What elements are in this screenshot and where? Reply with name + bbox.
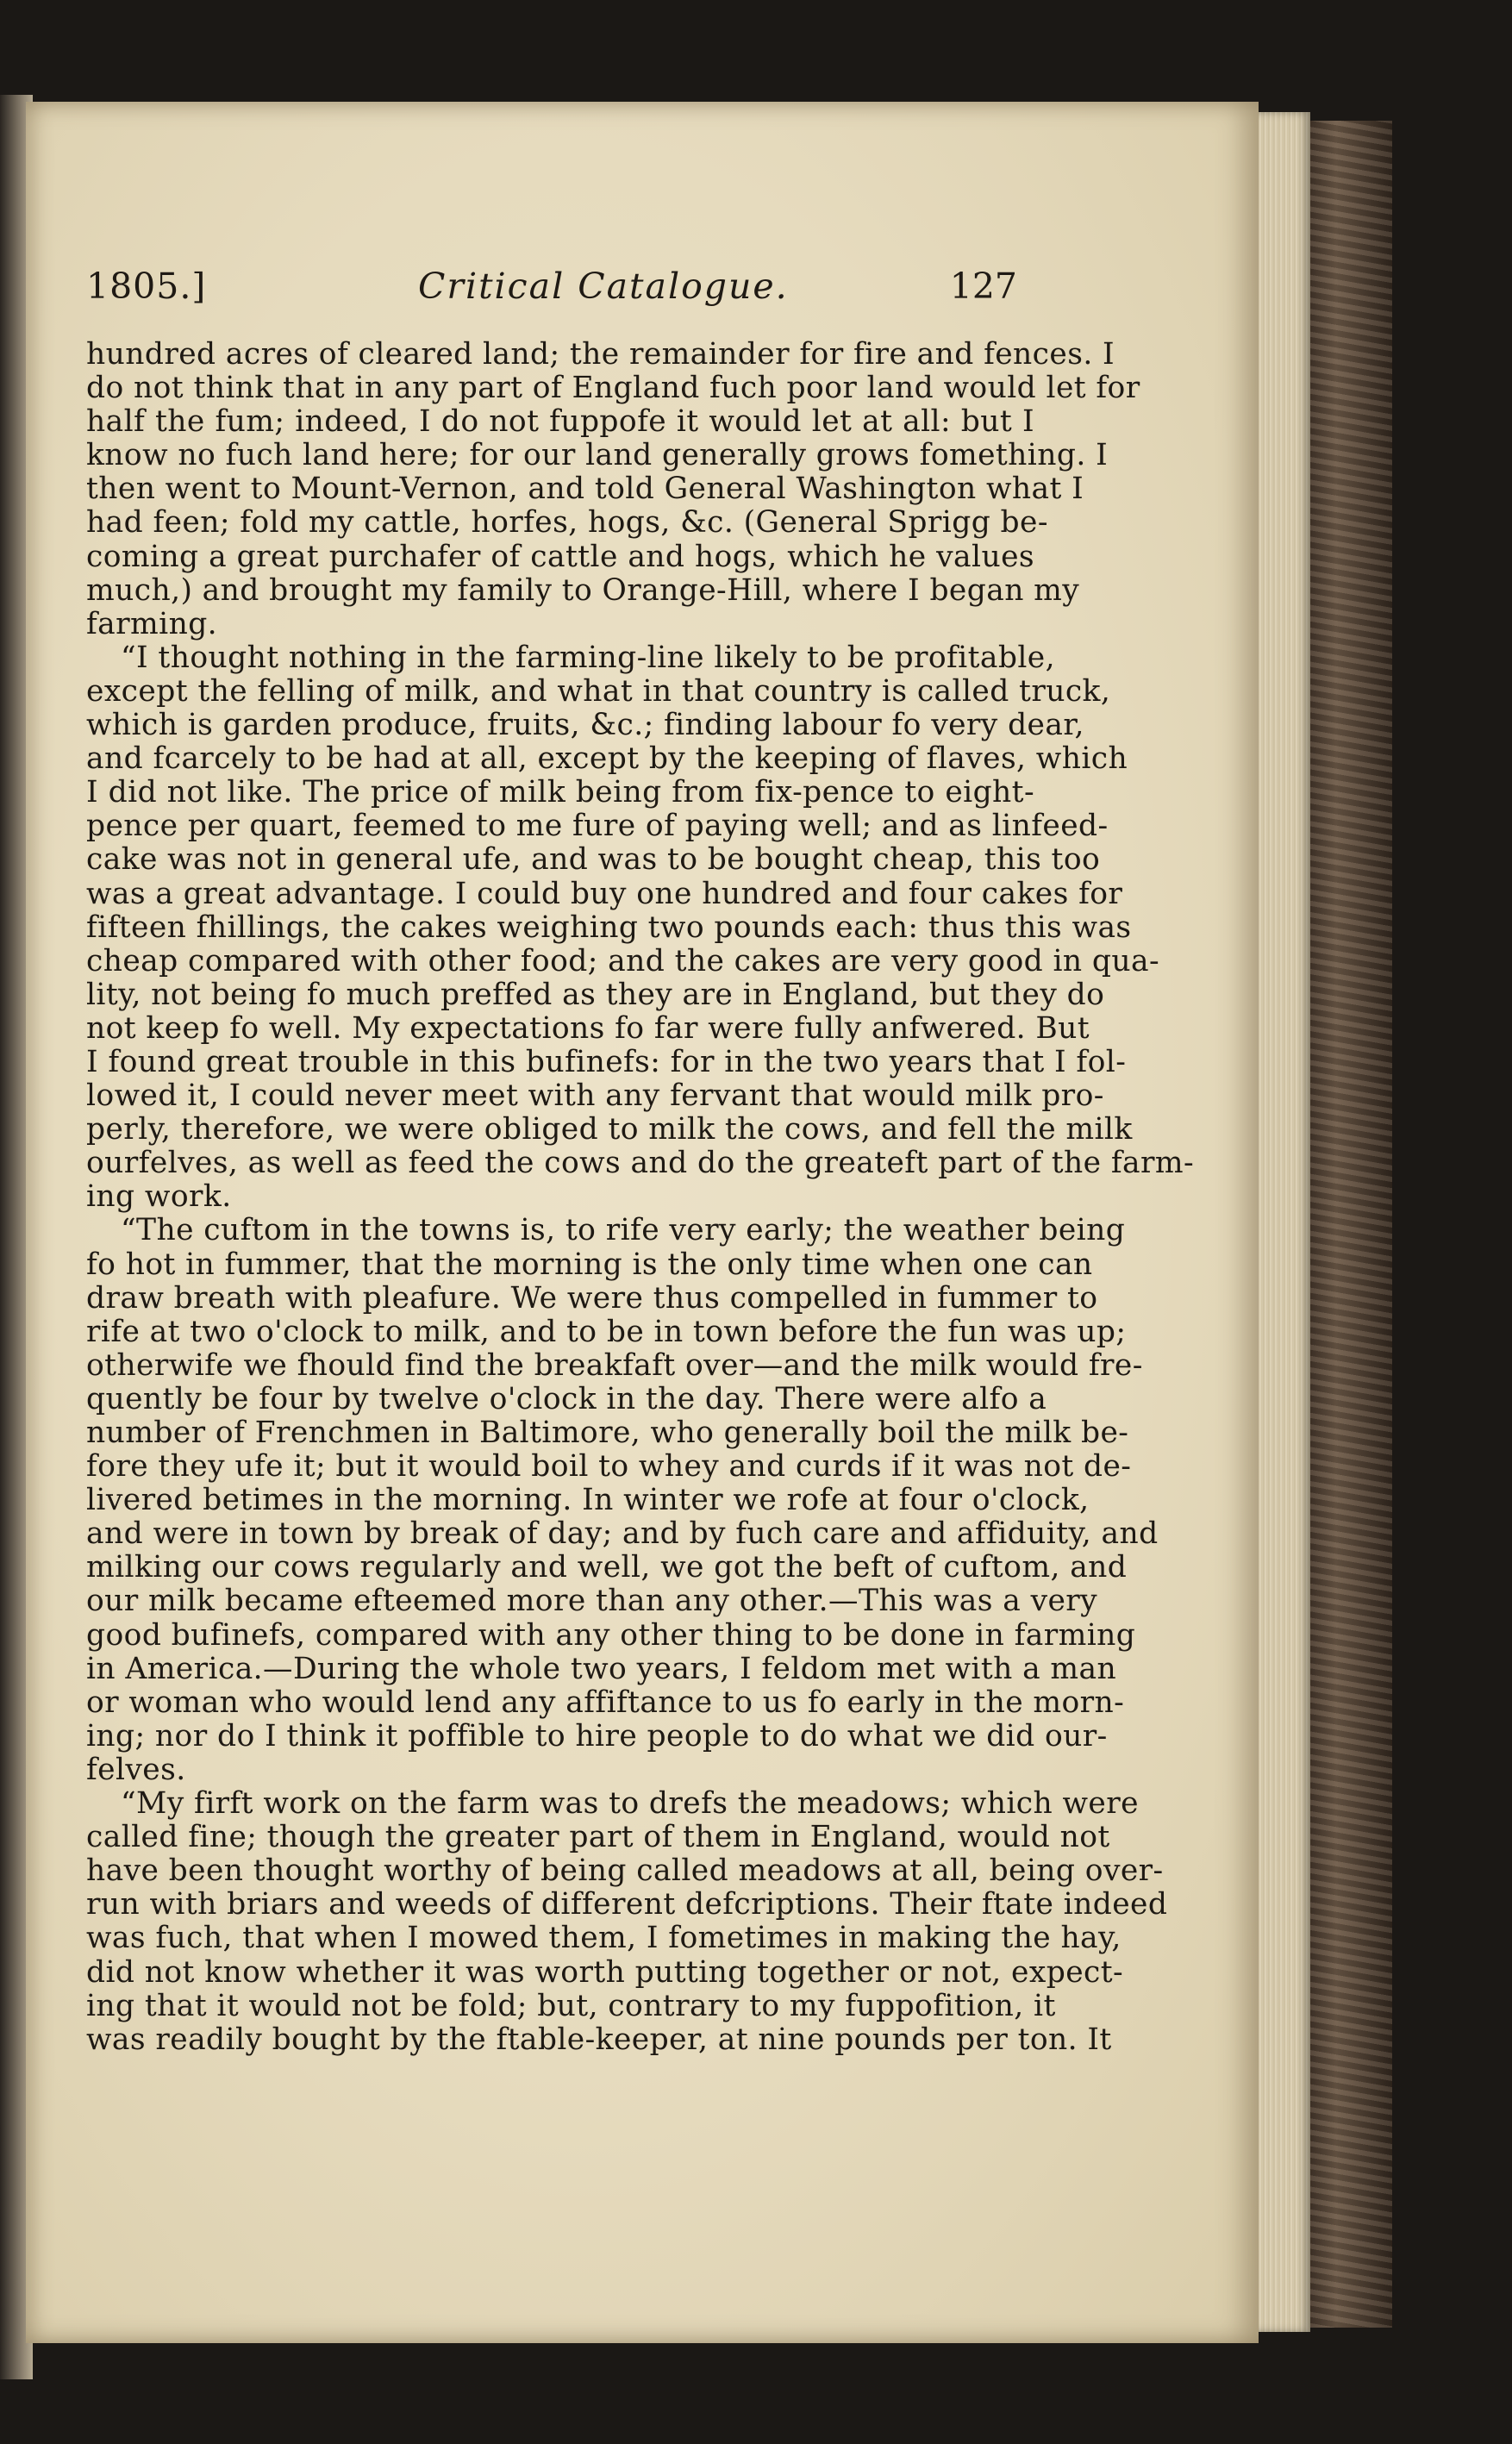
text-line: had feen; fold my cattle, horfes, hogs, &c. (General Sprigg be-	[86, 505, 1048, 541]
text-line: then went to Mount-Vernon, and told General Washington what I	[86, 472, 1084, 507]
text-line: much,) and brought my family to Orange-Hill, where I began my	[86, 572, 1080, 608]
book-cover-edge	[1306, 121, 1392, 2328]
text-line: cake was not in general ufe, and was to be bought cheap, this too	[86, 842, 1101, 878]
text-line: number of Frenchmen in Baltimore, who generally boil the milk be-	[86, 1416, 1129, 1450]
text-line: livered betimes in the morning. In winter we rofe at four o'clock,	[86, 1483, 1090, 1518]
text-line: was fuch, that when I mowed them, I fometimes in making the hay,	[86, 1921, 1122, 1956]
text-line: and were in town by break of day; and by fuch care and affiduity, and	[86, 1516, 1159, 1552]
text-line: have been thought worthy of being called meadows at all, being over-	[86, 1853, 1164, 1889]
text-line: half the fum; indeed, I do not fuppofe it would let at all: but I	[86, 404, 1034, 440]
text-line: farming.	[86, 606, 218, 641]
text-line: rife at two o'clock to milk, and to be in town before the fun was up;	[86, 1314, 1127, 1349]
text-line: fo hot in fummer, that the morning is the only time when one can	[86, 1247, 1093, 1282]
text-line: do not think that in any part of England fuch poor land would let for	[86, 371, 1140, 406]
text-line: cheap compared with other food; and the cakes are very good in qua-	[86, 943, 1160, 978]
text-line: in America.—During the whole two years, I feldom met with a man	[86, 1651, 1117, 1686]
text-line: not keep fo well. My expectations fo far were fully anfwered. But	[86, 1010, 1090, 1046]
text-line: quently be four by twelve o'clock in the day. There were alfo a	[86, 1381, 1047, 1416]
text-line: know no fuch land here; for our land generally grows fomething. I	[86, 438, 1109, 473]
text-line: perly, therefore, we were obliged to milk the cows, and fell the milk	[86, 1112, 1133, 1147]
text-line: run with briars and weeds of different defcriptions. Their ftate indeed	[86, 1887, 1168, 1922]
text-line: was a great advantage. I could buy one hundred and four cakes for	[86, 876, 1123, 911]
body-text	[86, 337, 1195, 2057]
text-line: and fcarcely to be had at all, except by the keeping of flaves, which	[86, 741, 1128, 777]
text-line: our milk became efteemed more than any other.—This was a very	[86, 1584, 1098, 1619]
running-head-title: Critical Catalogue.	[418, 266, 789, 307]
text-line: fifteen fhillings, the cakes weighing two pounds each: thus this was	[86, 909, 1132, 945]
text-line: ourfelves, as well as feed the cows and do the greateft part of the farm-	[86, 1146, 1195, 1181]
text-line: did not know whether it was worth putting together or not, expect-	[86, 1954, 1124, 1990]
text-line: ing; nor do I think it poffible to hire people to do what we did our-	[86, 1718, 1108, 1753]
text-line: lowed it, I could never meet with any fervant that would milk pro-	[86, 1078, 1104, 1114]
text-line: draw breath with pleafure. We were thus compelled in fummer to	[86, 1280, 1098, 1316]
text-line: coming a great purchafer of cattle and hogs, which he values	[86, 539, 1034, 574]
text-line: “I thought nothing in the farming-line likely to be profitable,	[121, 640, 1055, 675]
text-line: hundred acres of cleared land; the remainder for fire and fences. I	[86, 337, 1115, 372]
text-line: I found great trouble in this bufinefs: for in the two years that I fol-	[86, 1044, 1127, 1079]
text-line: except the felling of milk, and what in that country is called truck,	[86, 673, 1111, 709]
running-head-year: 1805.]	[86, 266, 207, 307]
text-line: good bufinefs, compared with any other thing to be done in farming	[86, 1617, 1136, 1653]
text-line: lity, not being fo much preffed as they are in England, but they do	[86, 977, 1105, 1012]
text-line: ing that it would not be fold; but, contrary to my fuppofition, it	[86, 1988, 1056, 2023]
text-line: ing work.	[86, 1179, 232, 1215]
text-line: “The cuftom in the towns is, to rife very early; the weather being	[121, 1213, 1126, 1248]
running-head	[86, 266, 1017, 317]
text-line: otherwife we fhould find the breakfaft over—and the milk would fre-	[86, 1347, 1143, 1383]
text-line: was readily bought by the ftable-keeper, at nine pounds per ton. It	[86, 2022, 1112, 2057]
text-line: I did not like. The price of milk being from fix-pence to eight-	[86, 775, 1034, 810]
text-line: fore they ufe it; but it would boil to whey and curds if it was not de-	[86, 1449, 1132, 1485]
text-line: felves.	[86, 1752, 186, 1787]
text-line: milking our cows regularly and well, we got the beft of cuftom, and	[86, 1550, 1128, 1585]
text-line: pence per quart, feemed to me fure of paying well; and as linfeed-	[86, 809, 1109, 844]
text-line: “My firft work on the farm was to drefs the meadows; which were	[121, 1786, 1139, 1822]
text-line: or woman who would lend any affiftance to us fo early in the morn-	[86, 1685, 1125, 1720]
text-line: which is garden produce, fruits, &c.; finding labour fo very dear,	[86, 708, 1084, 743]
page-number: 127	[949, 266, 1017, 307]
text-line: called fine; though the greater part of them in England, would not	[86, 1820, 1110, 1855]
